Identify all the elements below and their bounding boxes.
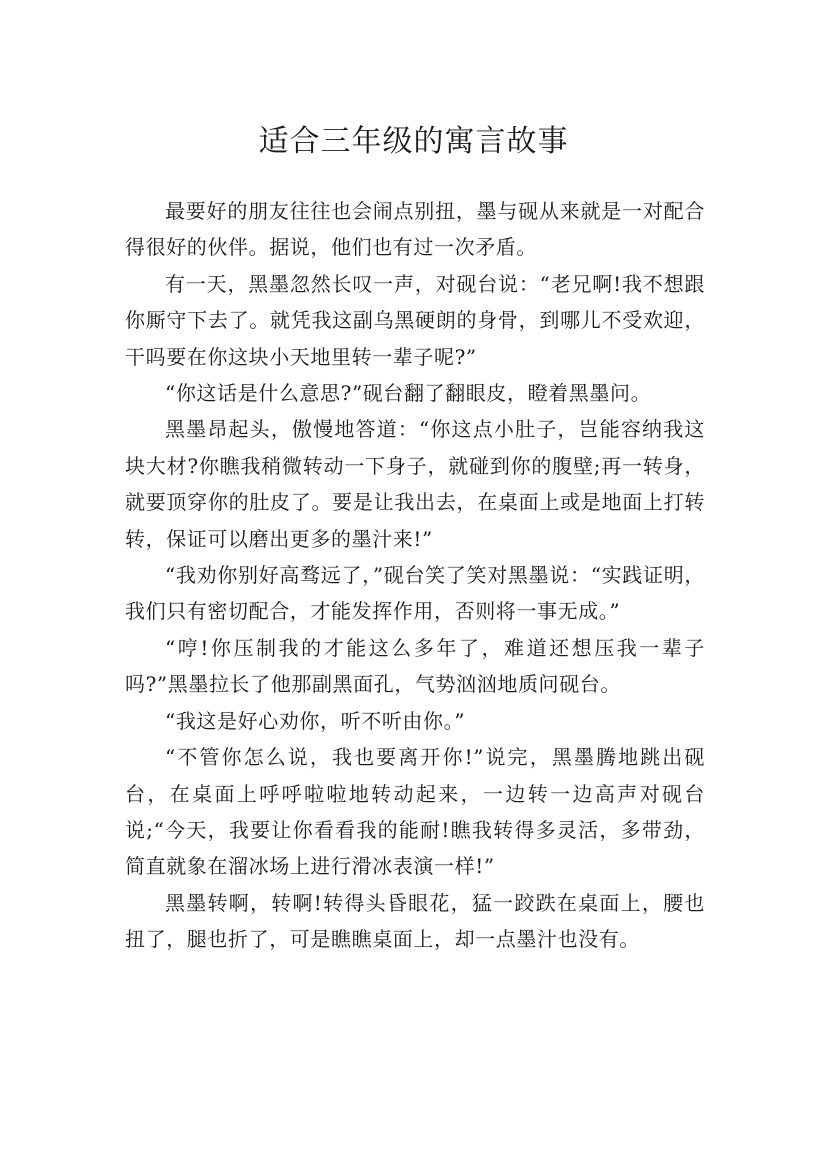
paragraph: “我这是好心劝你，听不听由你。” (165, 708, 466, 733)
paragraph: 黑墨转啊，转啊!转得头昏眼花，猛一跤跌在桌面上，腰也扭了，腿也折了，可是瞧瞧桌面上，却一点墨汁也没有。 (125, 890, 705, 952)
paragraph: 最要好的朋友往往也会闹点别扭，墨与砚从来就是一对配合得很好的伙伴。据说，他们也有过一次矛盾。 (125, 199, 705, 260)
paragraph: “你这话是什么意思?”砚台翻了翻眼皮，瞪着黑墨问。 (165, 381, 652, 406)
paragraph: “我劝你别好高骛远了，”砚台笑了笑对黑墨说：“实践证明，我们只有密切配合，才能发挥作用，否则将一事无成。” (125, 563, 705, 624)
paragraph: “哼!你压制我的才能这么多年了，难道还想压我一辈子吗?”黑墨拉长了他那副黑面孔，气势汹汹地质问砚台。 (125, 635, 705, 697)
paragraph: “不管你怎么说，我也要离开你!”说完，黑墨腾地跳出砚台，在桌面上呼呼啦啦地转动起来，一边转一边高声对砚台说;“今天，我要让你看看我的能耐!瞧我转得多灵活，多带劲，简直就象在溜冰场上进行滑冰表演一样!” (125, 745, 705, 879)
paragraph: 有一天，黑墨忽然长叹一声，对砚台说：“老兄啊!我不想跟你厮守下去了。就凭我这副乌黑硬朗的身骨，到哪儿不受欢迎，干吗要在你这块小天地里转一辈子呢?” (125, 271, 705, 369)
document-body (125, 193, 705, 958)
paragraph: 黑墨昂起头，傲慢地答道：“你这点小肚子，岂能容纳我这块大材?你瞧我稍微转动一下身子，就碰到你的腹壁;再一转身，就要顶穿你的肚皮了。要是让我出去，在桌面上或是地面上打转转，保证可以磨出更多的墨汁来!” (125, 417, 705, 551)
document-title: 适合三年级的寓言故事 (258, 124, 569, 160)
